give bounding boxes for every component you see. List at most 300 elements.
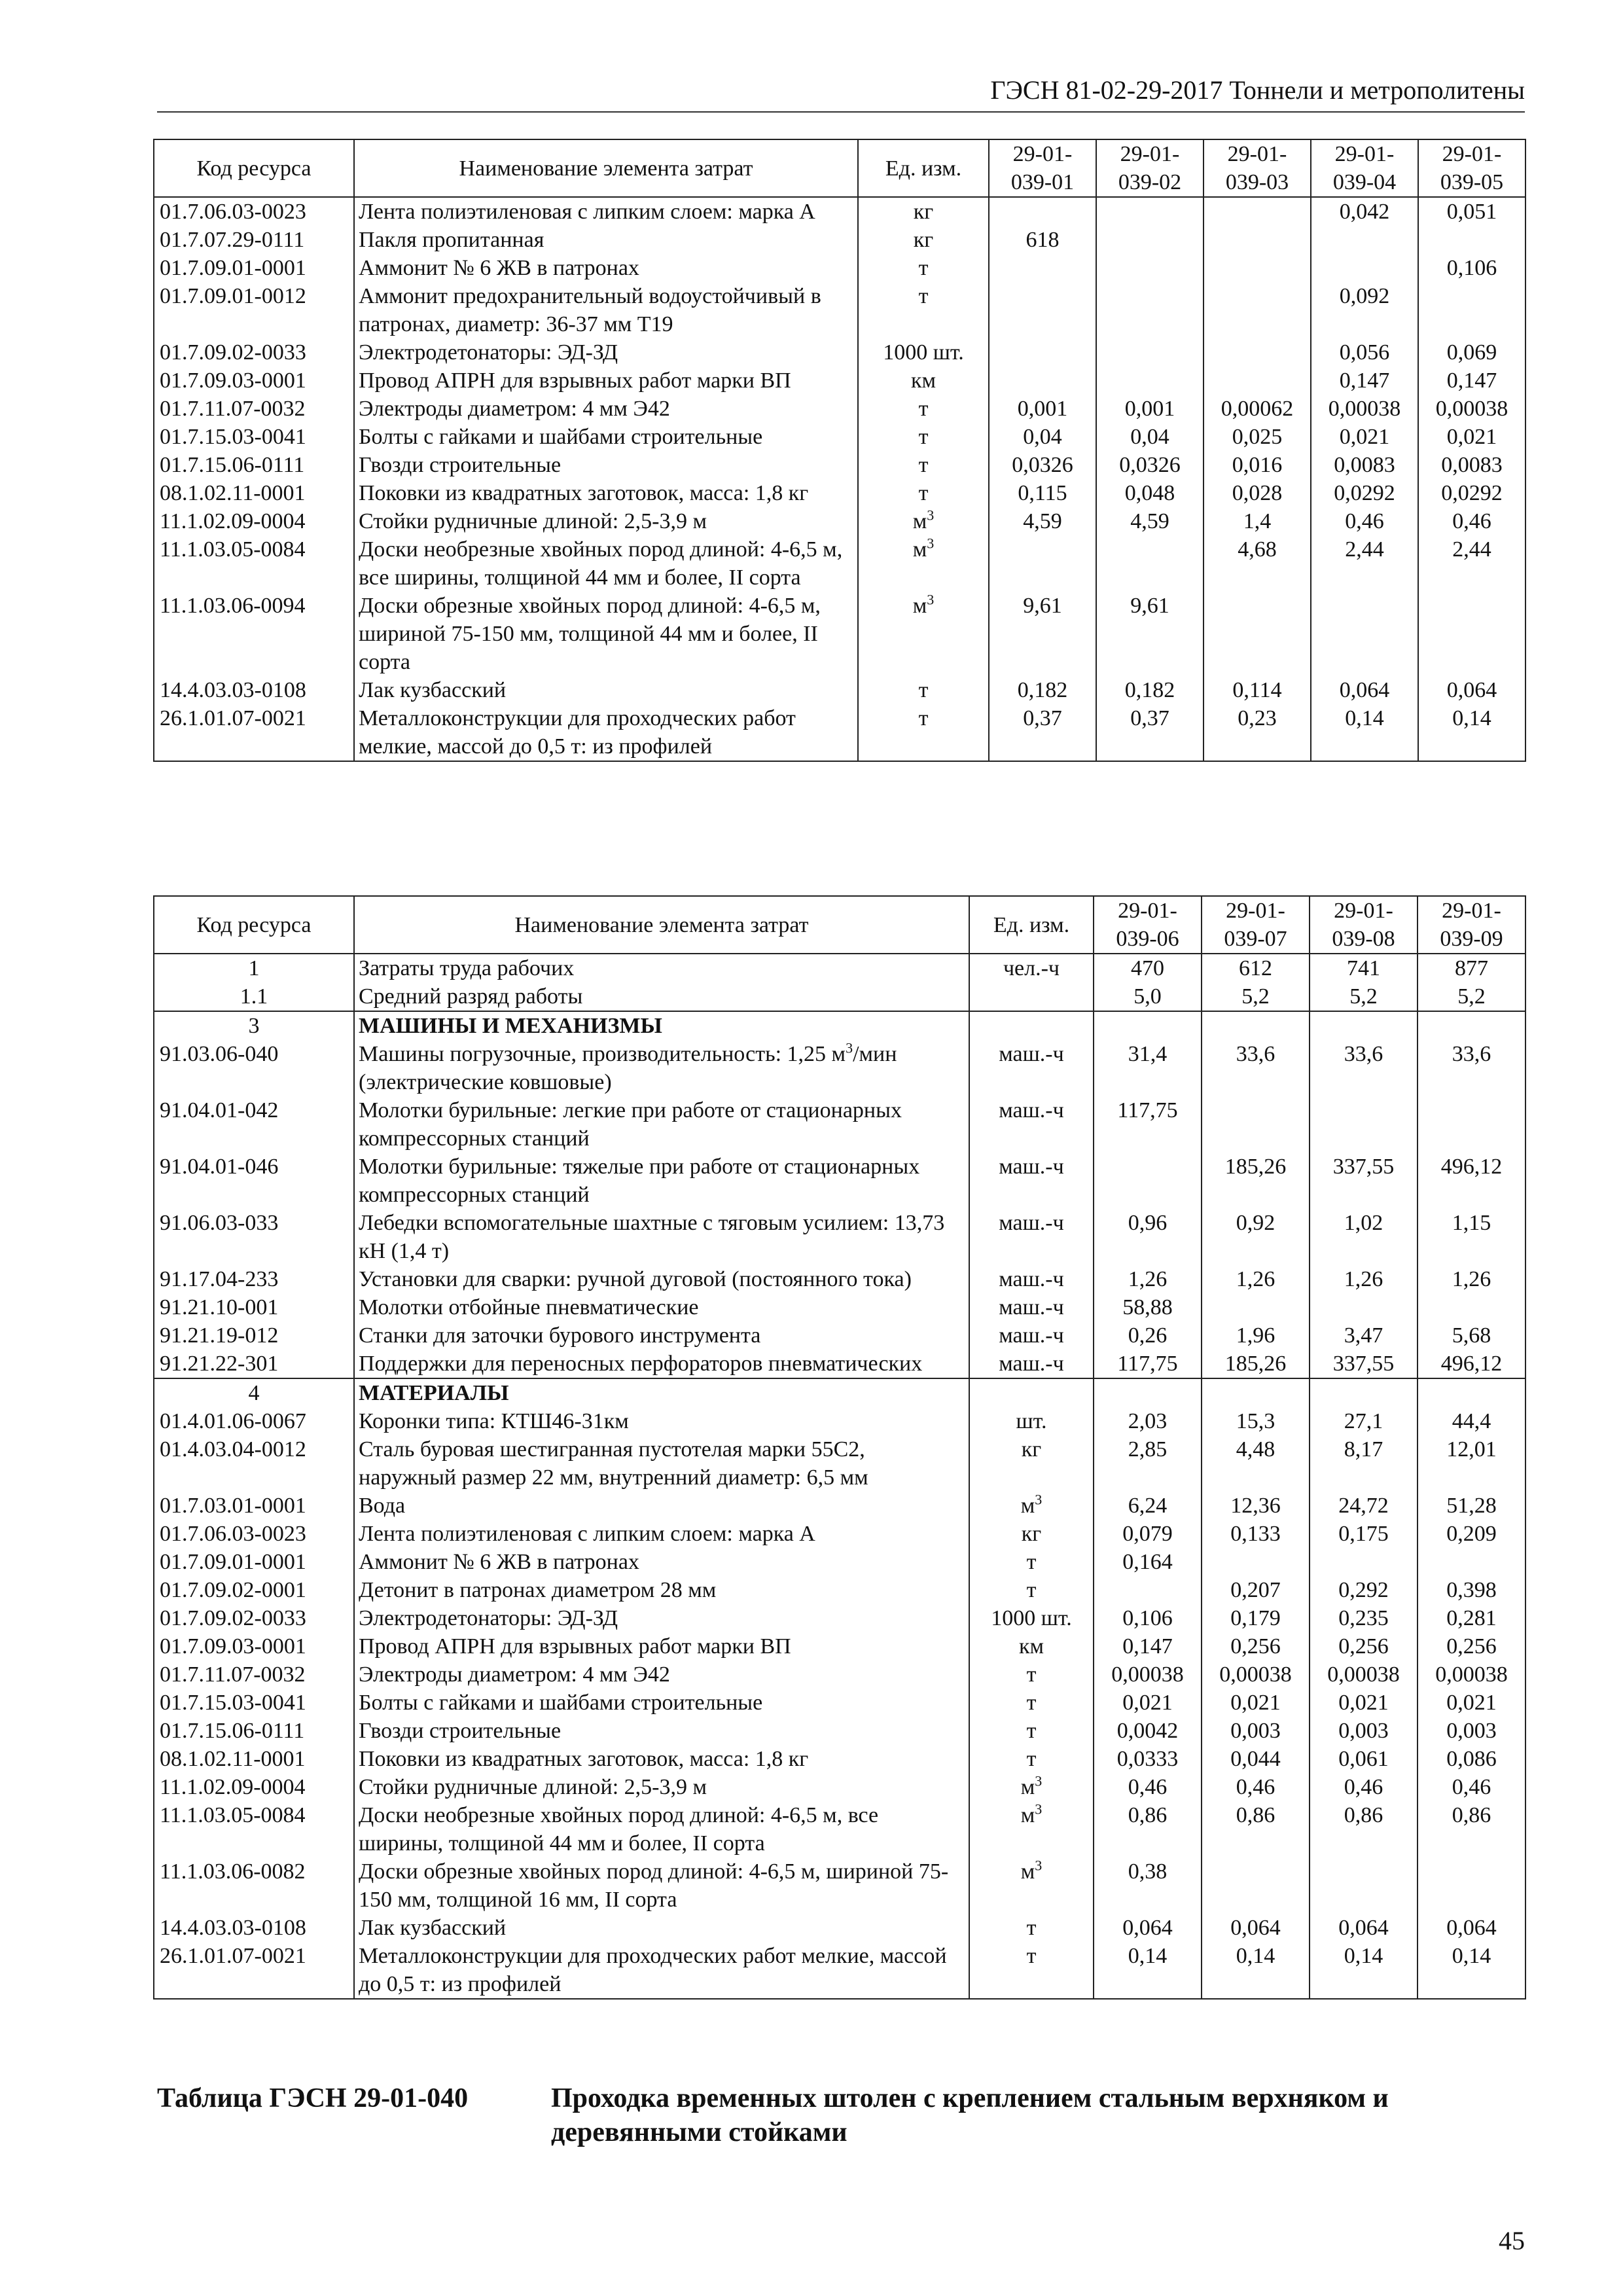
value-cell: 0,46 <box>1310 1773 1418 1801</box>
unit-cell: кг <box>858 226 989 254</box>
resource-code-cell: 01.7.09.01-0001 <box>154 1548 354 1576</box>
resource-name-cell: Поковки из квадратных заготовок, масса: 1,8 кг <box>354 1745 969 1773</box>
value-cell: 185,26 <box>1202 1153 1310 1209</box>
value-cell: 2,85 <box>1094 1435 1202 1492</box>
value-cell: 0,04 <box>1096 423 1204 451</box>
value-cell: 27,1 <box>1310 1407 1418 1435</box>
table-row <box>154 1209 1525 1265</box>
unit-cell: т <box>858 254 989 282</box>
unit-cell: $м^3$ <box>858 507 989 535</box>
resource-code-cell: 91.21.19-012 <box>154 1321 354 1350</box>
unit-cell: т <box>969 1717 1094 1745</box>
unit-cell: $м^3$ <box>969 1857 1094 1914</box>
table-code: Таблица ГЭСН 29-01-040 <box>157 2083 469 2113</box>
value-cell: 12,01 <box>1418 1435 1525 1492</box>
value-cell: 1,26 <box>1310 1265 1418 1293</box>
value-cell <box>1202 1011 1310 1040</box>
value-cell <box>989 282 1096 338</box>
unit-cell <box>969 982 1094 1011</box>
value-cell: 0,00038 <box>1418 1660 1525 1689</box>
value-cell: 33,6 <box>1310 1040 1418 1096</box>
resource-name-cell: Доски необрезные хвойных пород длиной: 4-6,5 м, все ширины, толщиной 44 мм и более, II сорта <box>354 535 858 592</box>
table-row <box>154 1801 1525 1857</box>
value-cell: 0,021 <box>1311 423 1418 451</box>
value-cell: 0,86 <box>1310 1801 1418 1857</box>
value-cell: 117,75 <box>1094 1096 1202 1153</box>
value-cell: 0,86 <box>1094 1801 1202 1857</box>
value-cell: 337,55 <box>1310 1153 1418 1209</box>
value-cell: 0,00062 <box>1204 395 1311 423</box>
value-cell: 0,0083 <box>1311 451 1418 479</box>
resource-name-cell: Лак кузбасский <box>354 1914 969 1942</box>
table-body <box>154 197 1525 761</box>
col-header: 29-01-039-06 <box>1094 896 1202 954</box>
resource-code-cell: 4 <box>154 1378 354 1407</box>
value-cell: 0,14 <box>1311 704 1418 761</box>
col-header: Наименование элемента затрат <box>354 139 858 197</box>
value-cell: 0,37 <box>989 704 1096 761</box>
value-cell: 9,61 <box>1096 592 1204 676</box>
resource-code-cell: 01.7.15.06-0111 <box>154 1717 354 1745</box>
table-row <box>154 282 1525 338</box>
value-cell <box>1204 197 1311 226</box>
resource-code-cell: 08.1.02.11-0001 <box>154 479 354 507</box>
value-cell: 0,0083 <box>1418 451 1525 479</box>
value-cell: 0,86 <box>1418 1801 1525 1857</box>
resource-name-cell: Аммонит № 6 ЖВ в патронах <box>354 1548 969 1576</box>
value-cell: 0,00038 <box>1094 1660 1202 1689</box>
value-cell: 0,23 <box>1204 704 1311 761</box>
value-cell <box>1418 1857 1525 1914</box>
table-row <box>154 1745 1525 1773</box>
resource-name-cell: Пакля пропитанная <box>354 226 858 254</box>
resource-name-cell: Электроды диаметром: 4 мм Э42 <box>354 395 858 423</box>
value-cell: 0,092 <box>1311 282 1418 338</box>
table-row <box>154 1717 1525 1745</box>
table-row <box>154 1040 1525 1096</box>
value-cell: 0,048 <box>1096 479 1204 507</box>
resource-code-cell: 11.1.03.05-0084 <box>154 535 354 592</box>
resource-code-cell: 11.1.03.06-0082 <box>154 1857 354 1914</box>
resource-code-cell: 08.1.02.11-0001 <box>154 1745 354 1773</box>
table-row <box>154 395 1525 423</box>
value-cell: 0,14 <box>1202 1942 1310 1999</box>
value-cell: 0,209 <box>1418 1520 1525 1548</box>
col-header: 29-01-039-05 <box>1418 139 1525 197</box>
value-cell: 0,016 <box>1204 451 1311 479</box>
value-cell: 0,003 <box>1310 1717 1418 1745</box>
value-cell: 0,003 <box>1202 1717 1310 1745</box>
value-cell <box>1096 338 1204 367</box>
value-cell: 0,064 <box>1094 1914 1202 1942</box>
table-row <box>154 197 1525 226</box>
value-cell: 6,24 <box>1094 1492 1202 1520</box>
resource-name-cell: Молотки бурильные: легкие при работе от стационарных компрессорных станций <box>354 1096 969 1153</box>
resource-code-cell: 91.17.04-233 <box>154 1265 354 1293</box>
value-cell <box>1310 1857 1418 1914</box>
value-cell: 24,72 <box>1310 1492 1418 1520</box>
table-row <box>154 1604 1525 1632</box>
value-cell <box>1204 338 1311 367</box>
resource-name-cell: Средний разряд работы <box>354 982 969 1011</box>
value-cell: 0,38 <box>1094 1857 1202 1914</box>
unit-cell: 1000 шт. <box>969 1604 1094 1632</box>
value-cell: 0,021 <box>1418 423 1525 451</box>
table-row <box>154 423 1525 451</box>
value-cell <box>989 338 1096 367</box>
value-cell <box>1096 197 1204 226</box>
resource-name-cell: Гвозди строительные <box>354 451 858 479</box>
value-cell <box>1311 226 1418 254</box>
value-cell <box>989 254 1096 282</box>
value-cell: 0,96 <box>1094 1209 1202 1265</box>
resource-code-cell: 01.7.15.03-0041 <box>154 1689 354 1717</box>
value-cell: 0,044 <box>1202 1745 1310 1773</box>
value-cell: 51,28 <box>1418 1492 1525 1520</box>
value-cell: 877 <box>1418 954 1525 982</box>
value-cell: 12,36 <box>1202 1492 1310 1520</box>
unit-cell: т <box>969 1660 1094 1689</box>
resource-name-cell: Доски необрезные хвойных пород длиной: 4-6,5 м, все ширины, толщиной 44 мм и более, II сорта <box>354 1801 969 1857</box>
resource-name-cell: Установки для сварки: ручной дуговой (постоянного тока) <box>354 1265 969 1293</box>
unit-cell: т <box>969 1942 1094 1999</box>
unit-cell: т <box>858 423 989 451</box>
unit-cell: т <box>858 676 989 704</box>
table-row <box>154 1407 1525 1435</box>
value-cell: 0,00038 <box>1202 1660 1310 1689</box>
unit-cell: $м^3$ <box>969 1773 1094 1801</box>
resource-code-cell: 01.7.09.02-0033 <box>154 338 354 367</box>
page-number: 45 <box>1499 2226 1525 2255</box>
resource-name-cell: МАТЕРИАЛЫ <box>354 1378 969 1407</box>
value-cell: 496,12 <box>1418 1350 1525 1378</box>
col-header: 29-01-039-09 <box>1418 896 1525 954</box>
value-cell <box>1094 1378 1202 1407</box>
col-header: Ед. изм. <box>969 896 1094 954</box>
resource-code-cell: 11.1.03.05-0084 <box>154 1801 354 1857</box>
value-cell: 31,4 <box>1094 1040 1202 1096</box>
value-cell: 2,44 <box>1311 535 1418 592</box>
value-cell <box>1418 1378 1525 1407</box>
value-cell <box>1204 254 1311 282</box>
resource-name-cell: Доски обрезные хвойных пород длиной: 4-6,5 м, шириной 75-150 мм, толщиной 16 мм, II сорта <box>354 1857 969 1914</box>
value-cell: 0,025 <box>1204 423 1311 451</box>
resource-code-cell: 91.21.10-001 <box>154 1293 354 1321</box>
table-row <box>154 982 1525 1011</box>
value-cell: 0,028 <box>1204 479 1311 507</box>
value-cell: 0,256 <box>1418 1632 1525 1660</box>
value-cell <box>1202 1096 1310 1153</box>
table-row <box>154 1660 1525 1689</box>
value-cell <box>1418 1096 1525 1153</box>
value-cell: 4,48 <box>1202 1435 1310 1492</box>
resource-code-cell: 26.1.01.07-0021 <box>154 704 354 761</box>
table-row <box>154 1632 1525 1660</box>
value-cell: 4,68 <box>1204 535 1311 592</box>
resource-name-cell: МАШИНЫ И МЕХАНИЗМЫ <box>354 1011 969 1040</box>
value-cell <box>1096 282 1204 338</box>
value-cell: 0,26 <box>1094 1321 1202 1350</box>
value-cell: 4,59 <box>1096 507 1204 535</box>
value-cell: 0,398 <box>1418 1576 1525 1604</box>
value-cell: 0,46 <box>1202 1773 1310 1801</box>
table-row <box>154 1492 1525 1520</box>
resource-code-cell: 01.7.06.03-0023 <box>154 197 354 226</box>
resource-code-cell: 11.1.03.06-0094 <box>154 592 354 676</box>
unit-cell: маш.-ч <box>969 1209 1094 1265</box>
resource-code-cell: 91.03.06-040 <box>154 1040 354 1096</box>
value-cell: 44,4 <box>1418 1407 1525 1435</box>
table-row <box>154 535 1525 592</box>
value-cell <box>1202 1293 1310 1321</box>
value-cell <box>1311 254 1418 282</box>
resource-name-cell: Гвозди строительные <box>354 1717 969 1745</box>
value-cell: 1,26 <box>1202 1265 1310 1293</box>
value-cell <box>1202 1378 1310 1407</box>
value-cell <box>1094 1576 1202 1604</box>
resource-code-cell: 91.21.22-301 <box>154 1350 354 1378</box>
unit-cell: т <box>969 1689 1094 1717</box>
resource-name-cell: Детонит в патронах диаметром 28 мм <box>354 1576 969 1604</box>
resource-name-cell: Лак кузбасский <box>354 676 858 704</box>
unit-cell: км <box>858 367 989 395</box>
value-cell <box>1204 592 1311 676</box>
table-row <box>154 1520 1525 1548</box>
value-cell: 0,064 <box>1310 1914 1418 1942</box>
unit-cell: маш.-ч <box>969 1265 1094 1293</box>
value-cell: 0,147 <box>1418 367 1525 395</box>
value-cell: 58,88 <box>1094 1293 1202 1321</box>
value-cell <box>1418 592 1525 676</box>
value-cell: 0,086 <box>1418 1745 1525 1773</box>
resource-name-cell: Стойки рудничные длиной: 2,5-3,9 м <box>354 1773 969 1801</box>
resource-code-cell: 01.7.06.03-0023 <box>154 1520 354 1548</box>
resource-code-cell: 91.04.01-046 <box>154 1153 354 1209</box>
value-cell: 0,056 <box>1311 338 1418 367</box>
table-row <box>154 479 1525 507</box>
value-cell: 0,182 <box>1096 676 1204 704</box>
value-cell <box>1204 367 1311 395</box>
resource-code-cell: 01.7.07.29-0111 <box>154 226 354 254</box>
resource-name-cell: Молотки бурильные: тяжелые при работе от стационарных компрессорных станций <box>354 1153 969 1209</box>
table-row <box>154 254 1525 282</box>
value-cell: 0,256 <box>1310 1632 1418 1660</box>
value-cell <box>1096 367 1204 395</box>
value-cell: 0,021 <box>1418 1689 1525 1717</box>
unit-cell: км <box>969 1632 1094 1660</box>
resource-name-cell: Затраты труда рабочих <box>354 954 969 982</box>
unit-cell: шт. <box>969 1407 1094 1435</box>
value-cell: 0,001 <box>1096 395 1204 423</box>
table-row <box>154 367 1525 395</box>
resource-name-cell: Лебедки вспомогательные шахтные с тяговым усилием: 13,73 кН (1,4 т) <box>354 1209 969 1265</box>
value-cell: 337,55 <box>1310 1350 1418 1378</box>
unit-cell <box>969 1011 1094 1040</box>
value-cell: 470 <box>1094 954 1202 982</box>
table-row <box>154 1548 1525 1576</box>
value-cell: 5,0 <box>1094 982 1202 1011</box>
value-cell: 0,04 <box>989 423 1096 451</box>
unit-cell: т <box>969 1576 1094 1604</box>
value-cell: 0,182 <box>989 676 1096 704</box>
unit-cell: $м^3$ <box>969 1801 1094 1857</box>
resource-name-cell: Болты с гайками и шайбами строительные <box>354 1689 969 1717</box>
value-cell: 741 <box>1310 954 1418 982</box>
resource-name-cell: Провод АПРН для взрывных работ марки ВП <box>354 1632 969 1660</box>
value-cell: 0,46 <box>1311 507 1418 535</box>
table-row <box>154 704 1525 761</box>
value-cell: 8,17 <box>1310 1435 1418 1492</box>
unit-cell: кг <box>969 1520 1094 1548</box>
value-cell: 0,147 <box>1311 367 1418 395</box>
header-title: ГЭСН 81-02-29-2017 Тоннели и метрополитены <box>990 75 1525 105</box>
col-header: 29-01-039-03 <box>1204 139 1311 197</box>
resource-code-cell: 91.04.01-042 <box>154 1096 354 1153</box>
value-cell: 0,256 <box>1202 1632 1310 1660</box>
resource-code-cell: 14.4.03.03-0108 <box>154 1914 354 1942</box>
unit-cell: 1000 шт. <box>858 338 989 367</box>
table-row <box>154 1321 1525 1350</box>
col-header: 29-01-039-02 <box>1096 139 1204 197</box>
value-cell: 3,47 <box>1310 1321 1418 1350</box>
value-cell: 0,00038 <box>1418 395 1525 423</box>
table-row <box>154 1689 1525 1717</box>
value-cell: 0,0333 <box>1094 1745 1202 1773</box>
unit-cell: т <box>858 282 989 338</box>
resource-table-2 <box>153 895 1526 2000</box>
col-header: 29-01-039-07 <box>1202 896 1310 954</box>
resource-code-cell: 01.7.09.03-0001 <box>154 1632 354 1660</box>
value-cell: 0,0326 <box>1096 451 1204 479</box>
resource-code-cell: 01.7.09.03-0001 <box>154 367 354 395</box>
resource-code-cell: 01.7.15.06-0111 <box>154 451 354 479</box>
unit-cell: маш.-ч <box>969 1321 1094 1350</box>
running-header <box>157 73 1525 113</box>
value-cell: 1,26 <box>1094 1265 1202 1293</box>
value-cell: 0,0292 <box>1311 479 1418 507</box>
unit-cell: чел.-ч <box>969 954 1094 982</box>
value-cell: 0,86 <box>1202 1801 1310 1857</box>
table-row <box>154 1942 1525 1999</box>
value-cell <box>1310 1378 1418 1407</box>
table-header-row <box>154 896 1525 954</box>
value-cell: 1,4 <box>1204 507 1311 535</box>
value-cell <box>1418 226 1525 254</box>
value-cell: 0,147 <box>1094 1632 1202 1660</box>
value-cell: 0,106 <box>1094 1604 1202 1632</box>
value-cell: 1,26 <box>1418 1265 1525 1293</box>
value-cell: 0,235 <box>1310 1604 1418 1632</box>
resource-name-cell: Молотки отбойные пневматические <box>354 1293 969 1321</box>
value-cell: 0,164 <box>1094 1548 1202 1576</box>
unit-cell: $м^3$ <box>858 592 989 676</box>
resource-name-cell: Сталь буровая шестигранная пустотелая марки 55С2, наружный размер 22 мм, внутренний диаметр: 6,5 мм <box>354 1435 969 1492</box>
table-row <box>154 1773 1525 1801</box>
unit-cell: $м^3$ <box>969 1492 1094 1520</box>
resource-name-cell: Электродетонаторы: ЭД-ЗД <box>354 1604 969 1632</box>
value-cell: 33,6 <box>1418 1040 1525 1096</box>
value-cell: 0,021 <box>1094 1689 1202 1717</box>
resource-code-cell: 01.7.09.02-0033 <box>154 1604 354 1632</box>
value-cell: 0,114 <box>1204 676 1311 704</box>
value-cell <box>1418 1293 1525 1321</box>
value-cell: 0,207 <box>1202 1576 1310 1604</box>
value-cell <box>1418 282 1525 338</box>
value-cell <box>1204 282 1311 338</box>
value-cell: 0,064 <box>1418 676 1525 704</box>
unit-cell: т <box>858 704 989 761</box>
value-cell: 618 <box>989 226 1096 254</box>
resource-code-cell: 01.7.11.07-0032 <box>154 395 354 423</box>
unit-cell: маш.-ч <box>969 1293 1094 1321</box>
unit-cell: маш.-ч <box>969 1040 1094 1096</box>
value-cell: 2,03 <box>1094 1407 1202 1435</box>
value-cell: 0,46 <box>1418 507 1525 535</box>
resource-name-cell: Стойки рудничные длиной: 2,5-3,9 м <box>354 507 858 535</box>
resource-code-cell: 3 <box>154 1011 354 1040</box>
value-cell: 0,14 <box>1418 704 1525 761</box>
value-cell: 0,292 <box>1310 1576 1418 1604</box>
unit-cell: кг <box>858 197 989 226</box>
value-cell <box>1096 254 1204 282</box>
value-cell: 15,3 <box>1202 1407 1310 1435</box>
resource-name-cell: Электроды диаметром: 4 мм Э42 <box>354 1660 969 1689</box>
value-cell: 0,133 <box>1202 1520 1310 1548</box>
resource-name-cell: Лента полиэтиленовая с липким слоем: марка А <box>354 1520 969 1548</box>
resource-name-cell: Аммонит № 6 ЖВ в патронах <box>354 254 858 282</box>
resource-name-cell: Металлоконструкции для проходческих работ мелкие, массой до 0,5 т: из профилей <box>354 704 858 761</box>
value-cell: 5,2 <box>1310 982 1418 1011</box>
value-cell: 0,021 <box>1202 1689 1310 1717</box>
value-cell: 0,00038 <box>1310 1660 1418 1689</box>
table-row <box>154 1293 1525 1321</box>
table-row <box>154 1011 1525 1040</box>
col-header: 29-01-039-04 <box>1311 139 1418 197</box>
col-header: Код ресурса <box>154 139 354 197</box>
col-header: Наименование элемента затрат <box>354 896 969 954</box>
value-cell: 0,175 <box>1310 1520 1418 1548</box>
table-body <box>154 954 1525 1999</box>
table-row <box>154 1265 1525 1293</box>
value-cell: 0,106 <box>1418 254 1525 282</box>
value-cell: 9,61 <box>989 592 1096 676</box>
table-row <box>154 954 1525 982</box>
value-cell: 0,0326 <box>989 451 1096 479</box>
resource-code-cell: 01.4.03.04-0012 <box>154 1435 354 1492</box>
resource-name-cell: Лента полиэтиленовая с липким слоем: марка А <box>354 197 858 226</box>
resource-table-1 <box>153 139 1526 762</box>
value-cell <box>989 367 1096 395</box>
col-header: Ед. изм. <box>858 139 989 197</box>
col-header: 29-01-039-08 <box>1310 896 1418 954</box>
resource-code-cell: 11.1.02.09-0004 <box>154 1773 354 1801</box>
col-header: 29-01-039-01 <box>989 139 1096 197</box>
table-row <box>154 1378 1525 1407</box>
table-row <box>154 338 1525 367</box>
resource-code-cell: 14.4.03.03-0108 <box>154 676 354 704</box>
table-row <box>154 507 1525 535</box>
value-cell: 0,064 <box>1311 676 1418 704</box>
value-cell <box>1310 1096 1418 1153</box>
value-cell: 0,064 <box>1202 1914 1310 1942</box>
value-cell: 0,92 <box>1202 1209 1310 1265</box>
unit-cell <box>969 1378 1094 1407</box>
col-header: Код ресурса <box>154 896 354 954</box>
value-cell: 0,179 <box>1202 1604 1310 1632</box>
resource-code-cell: 1.1 <box>154 982 354 1011</box>
resource-name-cell: Металлоконструкции для проходческих работ мелкие, массой до 0,5 т: из профилей <box>354 1942 969 1999</box>
resource-code-cell: 1 <box>154 954 354 982</box>
